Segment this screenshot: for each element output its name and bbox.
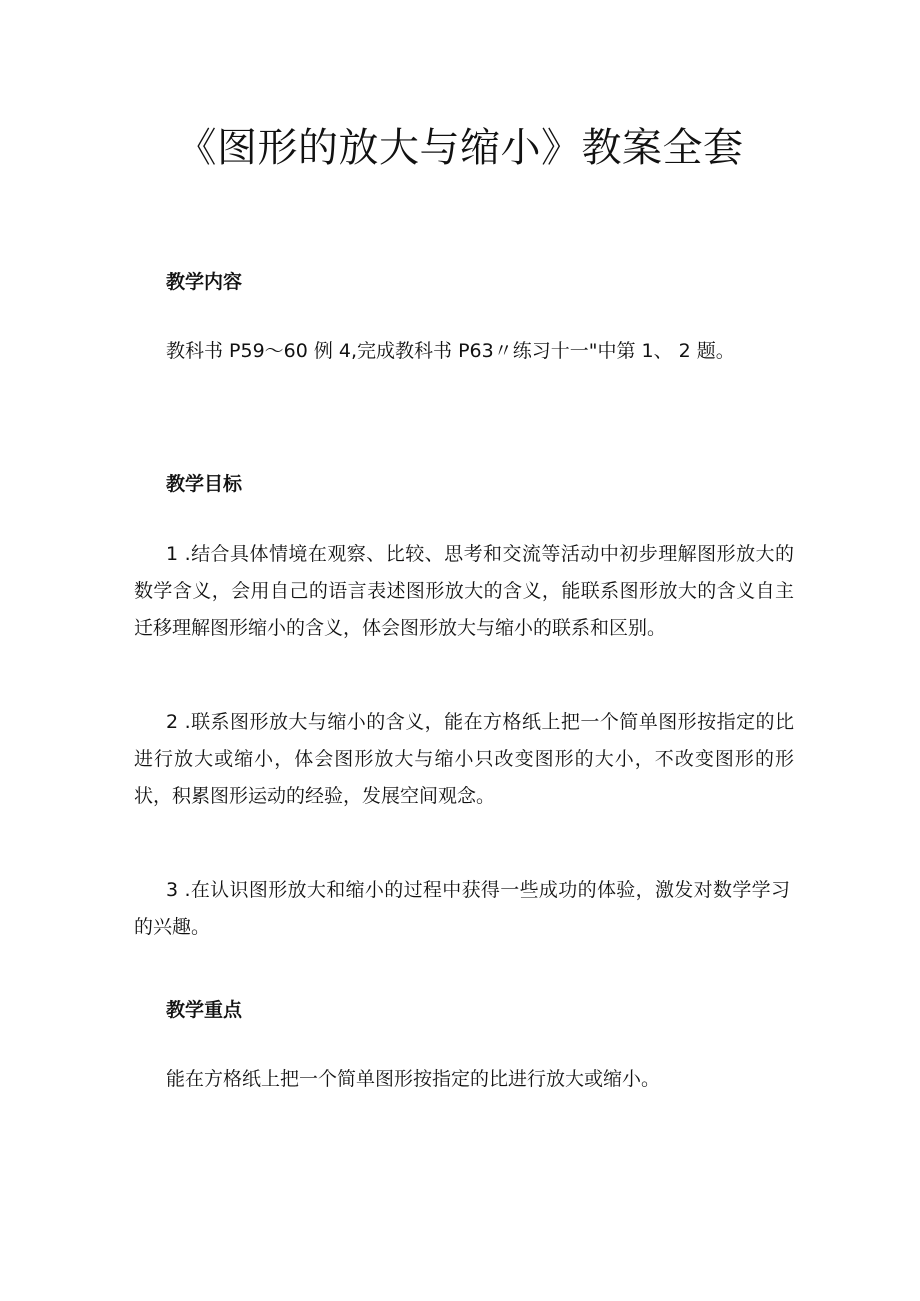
paragraph-objective-3: 3 .在认识图形放大和缩小的过程中获得一些成功的体验，激发对数学学习的兴趣。 (134, 879, 790, 938)
section-heading-content: 教学内容 (166, 271, 243, 293)
section-heading-key-point: 教学重点 (166, 999, 243, 1021)
section-heading-objectives: 教学目标 (166, 473, 243, 495)
paragraph-objective-2: 2 .联系图形放大与缩小的含义，能在方格纸上把一个简单图形按指定的比进行放大或缩小，体会图形放大与缩小只改变图形的大小，不改变图形的形状，积累图形运动的经验，发展空间观念。 (134, 711, 794, 807)
document-title: 《图形的放大与缩小》教案全套 (176, 125, 744, 171)
paragraph-key-point: 能在方格纸上把一个简单图形按指定的比进行放大或缩小。 (166, 1068, 661, 1090)
paragraph-objective-1: 1 .结合具体情境在观察、比较、思考和交流等活动中初步理解图形放大的数学含义，会用自己的语言表述图形放大的含义，能联系图形放大的含义自主迁移理解图形缩小的含义，体会图形放大与缩小的联系和区别。 (134, 543, 794, 639)
paragraph-content: 教科书 P59～60 例 4,完成教科书 P63〃练习十一"中第 1、 2 题。 (166, 340, 735, 362)
